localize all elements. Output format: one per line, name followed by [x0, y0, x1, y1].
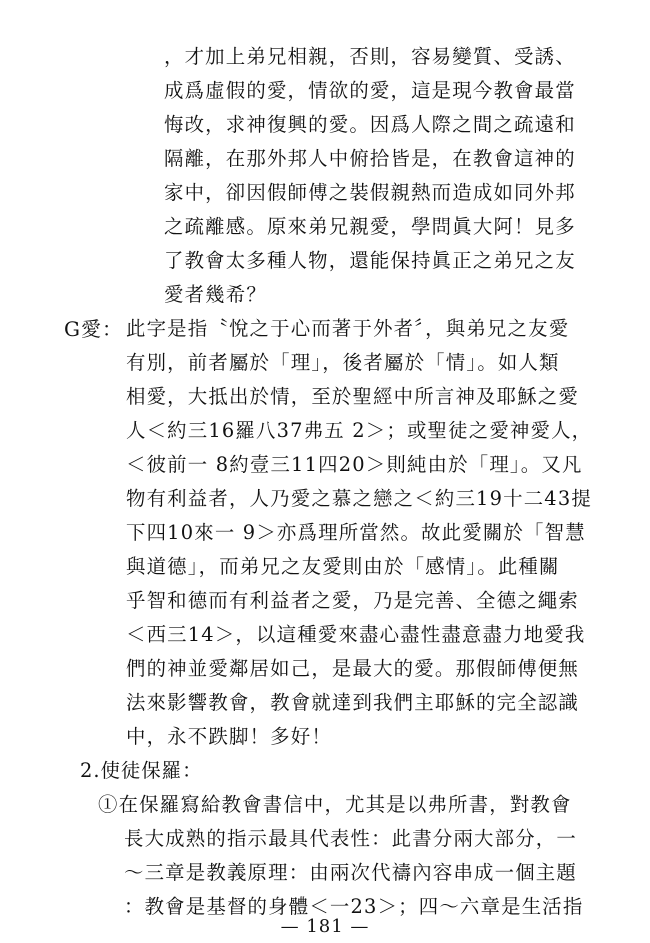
text-line: ：教會是基督的身體＜一23＞；四～六章是生活指	[124, 895, 584, 918]
text-line: 愛者幾希？	[164, 283, 267, 306]
text-line: 們的神並愛鄰居如己，是最大的愛。那假師傅便無	[126, 657, 579, 680]
text-line: 中，永不跌脚！多好！	[126, 725, 332, 748]
paragraph-label: G愛：	[64, 317, 123, 341]
text-line: ①在保羅寫給教會書信中，尤其是以弗所書，對教會	[98, 793, 572, 816]
text-line: 悔改，求神復興的愛。因爲人際之間之疏遠和	[164, 113, 576, 136]
text-line: 下四10來一 9＞亦爲理所當然。故此愛關於「智慧	[126, 521, 586, 544]
text-line: ，才加上弟兄相親，否則，容易變質、受誘、	[164, 45, 576, 68]
text-line: 物有利益者，人乃愛之慕之戀之＜約三19十二43提	[126, 487, 592, 510]
text-line: 法來影響教會，教會就達到我們主耶穌的完全認識	[126, 691, 579, 714]
text-line: 乎智和德而有利益者之愛，乃是完善、全德之繩索	[126, 589, 579, 612]
page-number: — 181 —	[280, 916, 370, 937]
text-line: 之疏離感。原來弟兄親愛，學問眞大阿！見多	[164, 215, 576, 238]
text-line: ＜彼前一 8約壹三11四20＞則純由於「理」。又凡	[126, 453, 583, 476]
text-line: 有別，前者屬於「理」，後者屬於「情」。如人類	[126, 351, 560, 374]
section-heading: 2.使徒保羅：	[80, 759, 203, 782]
text-line: 成爲虛假的愛，情欲的愛，這是現今教會最當	[164, 79, 576, 102]
text-line: 人＜約三16羅八37弗五 2＞；或聖徒之愛神愛人，	[126, 419, 593, 442]
text-line: ＜西三14＞，以這種愛來盡心盡性盡意盡力地愛我	[126, 623, 586, 646]
text-line: 隔離，在那外邦人中俯拾皆是，在教會這神的	[164, 147, 576, 170]
text-line: 了教會太多種人物，還能保持眞正之弟兄之友	[164, 249, 576, 272]
text-line: 此字是指〝悅之于心而著于外者〞，與弟兄之友愛	[126, 317, 570, 340]
text-line: 相愛，大抵出於情，至於聖經中所言神及耶穌之愛	[126, 385, 579, 408]
text-line: ～三章是教義原理：由兩次代禱內容串成一個主題	[124, 861, 577, 884]
text-line: 與道德」，而弟兄之友愛則由於「感情」。此種關	[126, 555, 560, 578]
text-line: 家中，卻因假師傅之裝假親熱而造成如同外邦	[164, 181, 576, 204]
text-line: 長大成熟的指示最具代表性：此書分兩大部分，一	[124, 827, 577, 850]
